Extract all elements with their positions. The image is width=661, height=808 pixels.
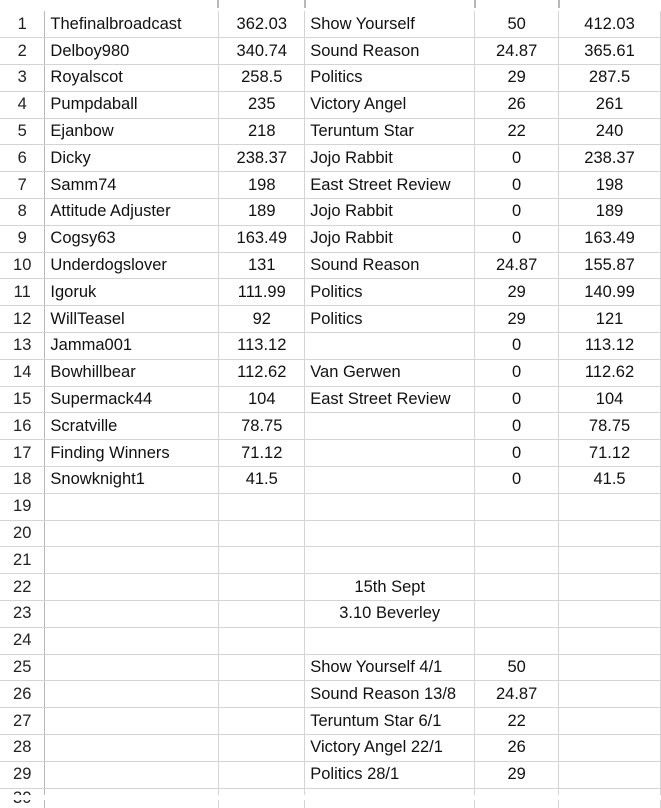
table-row bbox=[0, 520, 661, 547]
cell-points[interactable]: 362.03 bbox=[219, 11, 305, 38]
cell-bonus[interactable]: 0 bbox=[475, 145, 559, 172]
cell-name[interactable]: Samm74 bbox=[45, 172, 219, 199]
cell-name[interactable]: Finding Winners bbox=[45, 440, 219, 467]
table-row bbox=[0, 440, 661, 467]
table-row bbox=[0, 306, 661, 333]
cell-bonus[interactable]: 0 bbox=[475, 333, 559, 360]
grid-body bbox=[0, 11, 661, 808]
cell-bonus[interactable]: 0 bbox=[475, 172, 559, 199]
cell-bonus[interactable] bbox=[475, 493, 559, 520]
cell-name[interactable]: Underdogslover bbox=[45, 252, 219, 279]
cell-bonus[interactable]: 26 bbox=[475, 91, 559, 118]
row-header[interactable]: 23 bbox=[0, 601, 45, 628]
cell-selection[interactable]: East Street Review bbox=[305, 172, 475, 199]
row-header[interactable]: 17 bbox=[0, 440, 45, 467]
cell-name[interactable]: Snowknight1 bbox=[45, 467, 219, 494]
cell-points[interactable]: 41.5 bbox=[219, 467, 305, 494]
row-header[interactable]: 29 bbox=[0, 761, 45, 788]
table-row bbox=[0, 225, 661, 252]
cell-name[interactable]: Jamma001 bbox=[45, 333, 219, 360]
table-row bbox=[0, 38, 661, 65]
row-header[interactable]: 26 bbox=[0, 681, 45, 708]
cell-points[interactable]: 111.99 bbox=[219, 279, 305, 306]
spreadsheet-grid bbox=[0, 11, 661, 808]
cell-bonus[interactable]: 0 bbox=[475, 413, 559, 440]
cell-points[interactable]: 78.75 bbox=[219, 413, 305, 440]
table-row bbox=[0, 574, 661, 601]
cell-total[interactable] bbox=[559, 574, 661, 601]
cell-points[interactable] bbox=[219, 735, 305, 762]
row-header[interactable]: 13 bbox=[0, 333, 45, 360]
table-row bbox=[0, 252, 661, 279]
cell-bonus[interactable]: 29 bbox=[475, 761, 559, 788]
row-header[interactable]: 11 bbox=[0, 279, 45, 306]
column-divider[interactable] bbox=[304, 0, 306, 8]
cell-name[interactable] bbox=[45, 761, 219, 788]
row-header[interactable]: 22 bbox=[0, 574, 45, 601]
cell-selection[interactable]: Politics bbox=[305, 65, 475, 92]
cell-total[interactable]: 112.62 bbox=[559, 359, 661, 386]
cell-name[interactable]: Pumpdaball bbox=[45, 91, 219, 118]
cell-points[interactable] bbox=[219, 627, 305, 654]
cell-total[interactable]: 155.87 bbox=[559, 252, 661, 279]
cell-total[interactable]: 412.03 bbox=[559, 11, 661, 38]
cell-total[interactable]: 198 bbox=[559, 172, 661, 199]
cell-selection[interactable]: Politics bbox=[305, 279, 475, 306]
cell-points[interactable] bbox=[219, 520, 305, 547]
cell-bonus[interactable]: 0 bbox=[475, 359, 559, 386]
cell-total[interactable] bbox=[559, 761, 661, 788]
cell-name[interactable]: Attitude Adjuster bbox=[45, 199, 219, 226]
cell-selection[interactable]: Van Gerwen bbox=[305, 359, 475, 386]
cell-name[interactable]: Delboy980 bbox=[45, 38, 219, 65]
row-header[interactable]: 4 bbox=[0, 91, 45, 118]
cell-total[interactable] bbox=[559, 601, 661, 628]
cell-selection[interactable]: Politics bbox=[305, 306, 475, 333]
table-row bbox=[0, 333, 661, 360]
cell-selection[interactable]: Victory Angel bbox=[305, 91, 475, 118]
column-header-strip bbox=[0, 0, 661, 10]
column-divider[interactable] bbox=[558, 0, 560, 8]
cell-points[interactable] bbox=[219, 761, 305, 788]
cell-points[interactable]: 104 bbox=[219, 386, 305, 413]
cell-total[interactable]: 189 bbox=[559, 199, 661, 226]
cell-selection[interactable]: Jojo Rabbit bbox=[305, 199, 475, 226]
cell-total[interactable] bbox=[559, 547, 661, 574]
cell-bonus[interactable]: 22 bbox=[475, 708, 559, 735]
cell-points[interactable]: 189 bbox=[219, 199, 305, 226]
cell-total[interactable]: 104 bbox=[559, 386, 661, 413]
cell-name[interactable] bbox=[45, 520, 219, 547]
cell-selection[interactable]: Show Yourself 4/1 bbox=[305, 654, 475, 681]
cell-bonus[interactable]: 26 bbox=[475, 735, 559, 762]
cell-selection[interactable]: Show Yourself bbox=[305, 11, 475, 38]
cell-points[interactable]: 112.62 bbox=[219, 359, 305, 386]
cell-total[interactable]: 365.61 bbox=[559, 38, 661, 65]
column-divider[interactable] bbox=[217, 0, 219, 8]
cell-bonus[interactable]: 29 bbox=[475, 65, 559, 92]
row-header[interactable]: 8 bbox=[0, 199, 45, 226]
cell-points[interactable] bbox=[219, 493, 305, 520]
cell-selection[interactable] bbox=[305, 627, 475, 654]
cell-points[interactable] bbox=[219, 681, 305, 708]
cell-points[interactable] bbox=[219, 547, 305, 574]
table-row bbox=[0, 386, 661, 413]
row-header[interactable]: 1 bbox=[0, 11, 45, 38]
cell-name[interactable]: Ejanbow bbox=[45, 118, 219, 145]
cell-total[interactable]: 238.37 bbox=[559, 145, 661, 172]
row-header[interactable]: 19 bbox=[0, 493, 45, 520]
table-row bbox=[0, 761, 661, 788]
cell-bonus[interactable]: 24.87 bbox=[475, 38, 559, 65]
cell-name[interactable] bbox=[45, 601, 219, 628]
table-row bbox=[0, 279, 661, 306]
cell-total[interactable] bbox=[559, 708, 661, 735]
cell-name[interactable]: Royalscot bbox=[45, 65, 219, 92]
cell-selection[interactable] bbox=[305, 493, 475, 520]
cell-selection[interactable]: Jojo Rabbit bbox=[305, 145, 475, 172]
table-row bbox=[0, 145, 661, 172]
cell-points[interactable] bbox=[219, 574, 305, 601]
cell-bonus[interactable]: 24.87 bbox=[475, 252, 559, 279]
row-header[interactable]: 5 bbox=[0, 118, 45, 145]
cell-selection[interactable]: Politics 28/1 bbox=[305, 761, 475, 788]
row-header[interactable]: 28 bbox=[0, 735, 45, 762]
table-row bbox=[0, 627, 661, 654]
cell-name[interactable]: Dicky bbox=[45, 145, 219, 172]
cell-name[interactable] bbox=[45, 547, 219, 574]
row-header[interactable]: 20 bbox=[0, 520, 45, 547]
cell-points[interactable]: 71.12 bbox=[219, 440, 305, 467]
cell-bonus[interactable] bbox=[475, 574, 559, 601]
row-header[interactable]: 9 bbox=[0, 225, 45, 252]
cell-selection[interactable] bbox=[305, 547, 475, 574]
table-row bbox=[0, 91, 661, 118]
viewport-bottom-edge bbox=[0, 795, 661, 800]
table-row bbox=[0, 681, 661, 708]
cell-name[interactable]: Cogsy63 bbox=[45, 225, 219, 252]
cell-total[interactable]: 41.5 bbox=[559, 467, 661, 494]
table-row bbox=[0, 735, 661, 762]
cell-points[interactable] bbox=[219, 654, 305, 681]
cell-total[interactable]: 78.75 bbox=[559, 413, 661, 440]
cell-selection[interactable]: Teruntum Star 6/1 bbox=[305, 708, 475, 735]
row-header[interactable]: 6 bbox=[0, 145, 45, 172]
cell-bonus[interactable]: 0 bbox=[475, 440, 559, 467]
row-header[interactable]: 10 bbox=[0, 252, 45, 279]
table-row bbox=[0, 172, 661, 199]
cell-points[interactable]: 131 bbox=[219, 252, 305, 279]
cell-name[interactable] bbox=[45, 627, 219, 654]
cell-total[interactable]: 121 bbox=[559, 306, 661, 333]
cell-name[interactable]: Igoruk bbox=[45, 279, 219, 306]
cell-points[interactable]: 163.49 bbox=[219, 225, 305, 252]
cell-selection[interactable]: Victory Angel 22/1 bbox=[305, 735, 475, 762]
table-row bbox=[0, 413, 661, 440]
table-row bbox=[0, 118, 661, 145]
cell-points[interactable]: 92 bbox=[219, 306, 305, 333]
cell-bonus[interactable]: 22 bbox=[475, 118, 559, 145]
cell-total[interactable]: 163.49 bbox=[559, 225, 661, 252]
cell-total[interactable] bbox=[559, 520, 661, 547]
cell-points[interactable]: 258.5 bbox=[219, 65, 305, 92]
row-header[interactable]: 7 bbox=[0, 172, 45, 199]
cell-total[interactable] bbox=[559, 681, 661, 708]
cell-selection[interactable]: East Street Review bbox=[305, 386, 475, 413]
cell-points[interactable]: 113.12 bbox=[219, 333, 305, 360]
cell-selection[interactable]: Sound Reason 13/8 bbox=[305, 681, 475, 708]
cell-selection[interactable] bbox=[305, 440, 475, 467]
table-row bbox=[0, 493, 661, 520]
row-header[interactable]: 14 bbox=[0, 359, 45, 386]
cell-total[interactable] bbox=[559, 493, 661, 520]
row-header[interactable]: 18 bbox=[0, 467, 45, 494]
table-row bbox=[0, 601, 661, 628]
row-header[interactable]: 3 bbox=[0, 65, 45, 92]
cell-selection[interactable]: Sound Reason bbox=[305, 38, 475, 65]
row-header[interactable]: 16 bbox=[0, 413, 45, 440]
cell-points[interactable] bbox=[219, 708, 305, 735]
cell-total[interactable]: 113.12 bbox=[559, 333, 661, 360]
cell-points[interactable]: 235 bbox=[219, 91, 305, 118]
cell-points[interactable]: 198 bbox=[219, 172, 305, 199]
cell-selection[interactable]: Sound Reason bbox=[305, 252, 475, 279]
cell-total[interactable]: 140.99 bbox=[559, 279, 661, 306]
cell-selection[interactable]: 3.10 Beverley bbox=[305, 601, 475, 628]
cell-bonus[interactable]: 29 bbox=[475, 306, 559, 333]
cell-selection[interactable]: Jojo Rabbit bbox=[305, 225, 475, 252]
cell-name[interactable]: Thefinalbroadcast bbox=[45, 11, 219, 38]
cell-selection[interactable] bbox=[305, 520, 475, 547]
cell-bonus[interactable] bbox=[475, 627, 559, 654]
cell-selection[interactable]: 15th Sept bbox=[305, 574, 475, 601]
row-header[interactable]: 27 bbox=[0, 708, 45, 735]
table-row bbox=[0, 467, 661, 494]
cell-points[interactable]: 218 bbox=[219, 118, 305, 145]
cell-total[interactable] bbox=[559, 735, 661, 762]
row-header[interactable]: 25 bbox=[0, 654, 45, 681]
table-row bbox=[0, 65, 661, 92]
row-header[interactable]: 15 bbox=[0, 386, 45, 413]
column-divider[interactable] bbox=[474, 0, 476, 8]
cell-total[interactable] bbox=[559, 627, 661, 654]
cell-bonus[interactable]: 0 bbox=[475, 467, 559, 494]
cell-name[interactable] bbox=[45, 493, 219, 520]
cell-total[interactable]: 261 bbox=[559, 91, 661, 118]
cell-bonus[interactable]: 0 bbox=[475, 199, 559, 226]
table-row bbox=[0, 708, 661, 735]
table-row bbox=[0, 11, 661, 38]
table-row bbox=[0, 654, 661, 681]
cell-selection[interactable] bbox=[305, 413, 475, 440]
cell-name[interactable]: WillTeasel bbox=[45, 306, 219, 333]
cell-bonus[interactable]: 50 bbox=[475, 11, 559, 38]
cell-selection[interactable] bbox=[305, 333, 475, 360]
cell-bonus[interactable]: 29 bbox=[475, 279, 559, 306]
cell-bonus[interactable]: 0 bbox=[475, 225, 559, 252]
cell-name[interactable] bbox=[45, 654, 219, 681]
table-row bbox=[0, 359, 661, 386]
row-header[interactable]: 24 bbox=[0, 627, 45, 654]
cell-bonus[interactable] bbox=[475, 547, 559, 574]
cell-total[interactable]: 71.12 bbox=[559, 440, 661, 467]
cell-bonus[interactable] bbox=[475, 520, 559, 547]
cell-total[interactable] bbox=[559, 654, 661, 681]
cell-name[interactable] bbox=[45, 735, 219, 762]
cell-name[interactable]: Scratville bbox=[45, 413, 219, 440]
cell-points[interactable]: 238.37 bbox=[219, 145, 305, 172]
cell-name[interactable] bbox=[45, 574, 219, 601]
cell-selection[interactable]: Teruntum Star bbox=[305, 118, 475, 145]
row-header[interactable]: 2 bbox=[0, 38, 45, 65]
cell-bonus[interactable]: 50 bbox=[475, 654, 559, 681]
cell-selection[interactable] bbox=[305, 467, 475, 494]
cell-points[interactable] bbox=[219, 601, 305, 628]
cell-bonus[interactable]: 24.87 bbox=[475, 681, 559, 708]
cell-name[interactable]: Bowhillbear bbox=[45, 359, 219, 386]
cell-bonus[interactable] bbox=[475, 601, 559, 628]
row-header[interactable]: 12 bbox=[0, 306, 45, 333]
cell-total[interactable]: 240 bbox=[559, 118, 661, 145]
cell-name[interactable] bbox=[45, 681, 219, 708]
row-header[interactable]: 21 bbox=[0, 547, 45, 574]
cell-bonus[interactable]: 0 bbox=[475, 386, 559, 413]
table-row bbox=[0, 547, 661, 574]
cell-total[interactable]: 287.5 bbox=[559, 65, 661, 92]
cell-name[interactable] bbox=[45, 708, 219, 735]
cell-name[interactable]: Supermack44 bbox=[45, 386, 219, 413]
table-row bbox=[0, 199, 661, 226]
cell-points[interactable]: 340.74 bbox=[219, 38, 305, 65]
